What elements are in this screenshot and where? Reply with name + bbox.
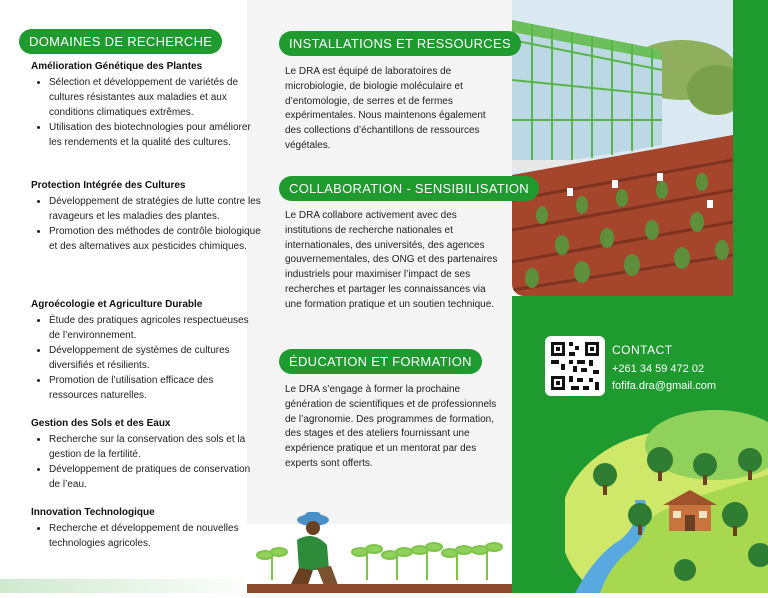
list-item: • Étude des pratiques agricoles respectueuses de l’environnement. <box>49 313 261 343</box>
list-item: • Recherche sur la conservation des sols et la gestion de la fertilité. <box>49 432 261 462</box>
qr-code-icon[interactable] <box>545 336 605 396</box>
list-item: • Utilisation des biotechnologies pour améliorer les rendements et la qualité des cultures. <box>49 120 261 150</box>
bullet-list <box>31 194 261 254</box>
section-title: Innovation Technologique <box>31 507 155 518</box>
greenhouse-photo <box>512 0 733 296</box>
section-title: Amélioration Génétique des Plantes <box>31 61 203 72</box>
list-item: • Développement de stratégies de lutte contre les ravageurs et les maladies des plantes. <box>49 194 261 224</box>
bottom-gradient <box>0 579 260 593</box>
collaboration-header: COLLABORATION - SENSIBILISATION <box>279 176 539 201</box>
contact-email[interactable]: fofifa.dra@gmail.com <box>612 380 717 392</box>
list-item: • Promotion de l’utilisation efficace des ressources naturelles. <box>49 373 261 403</box>
section-title: Protection Intégrée des Cultures <box>31 180 186 191</box>
bullet-list <box>31 313 261 403</box>
list-item: • Promotion des méthodes de contrôle biologique et des alternatives aux pesticides chimiques. <box>49 224 261 254</box>
landscape-illustration <box>565 405 768 593</box>
bullet-list <box>31 432 261 492</box>
bullet-list <box>31 75 261 150</box>
list-item: • Développement de pratiques de conservation de l’eau. <box>49 462 261 492</box>
contact-phone[interactable]: +261 34 59 472 02 <box>612 363 705 375</box>
list-item: • Sélection et développement de variétés de cultures résistantes aux maladies et aux conditions climatiques extrêmes. <box>49 75 261 120</box>
section-title: Gestion des Sols et des Eaux <box>31 418 171 429</box>
farmer-illustration <box>247 500 512 593</box>
collaboration-text: Le DRA collabore activement avec des institutions de recherche nationales et internationales, des universités, des agences gouvernementales, des ONG et des partenaires industriels pour maximiser l’impact de ses recherches et partager les connaissances via une formation pratique et un soutien technique. <box>285 210 498 310</box>
contact-title: CONTACT <box>612 343 673 357</box>
section-title: Agroécologie et Agriculture Durable <box>31 299 203 310</box>
education-text: Le DRA s’engage à former la prochaine génération de scientifiques et de professionnels de l’agronomie. Des programmes de formation, des stages et des ateliers fournissant une expérience pratique et un mentorat par des experts sont offerts. <box>285 384 497 469</box>
list-item: • Développement de systèmes de cultures diversifiés et résilients. <box>49 343 261 373</box>
list-item: • Recherche et développement de nouvelles technologies agricoles. <box>49 521 261 551</box>
installations-header: INSTALLATIONS ET RESSOURCES <box>279 31 521 56</box>
bullet-list <box>31 521 261 551</box>
research-domains-header: DOMAINES DE RECHERCHE <box>19 29 222 54</box>
education-header: ÉDUCATION ET FORMATION <box>279 349 482 374</box>
installations-text: Le DRA est équipé de laboratoires de microbiologie, de biologie moléculaire et d’entomologie, de serres et de fermes expérimentales. Nous maintenons également des collections d’échantillons de ressources végétales. <box>285 66 486 151</box>
